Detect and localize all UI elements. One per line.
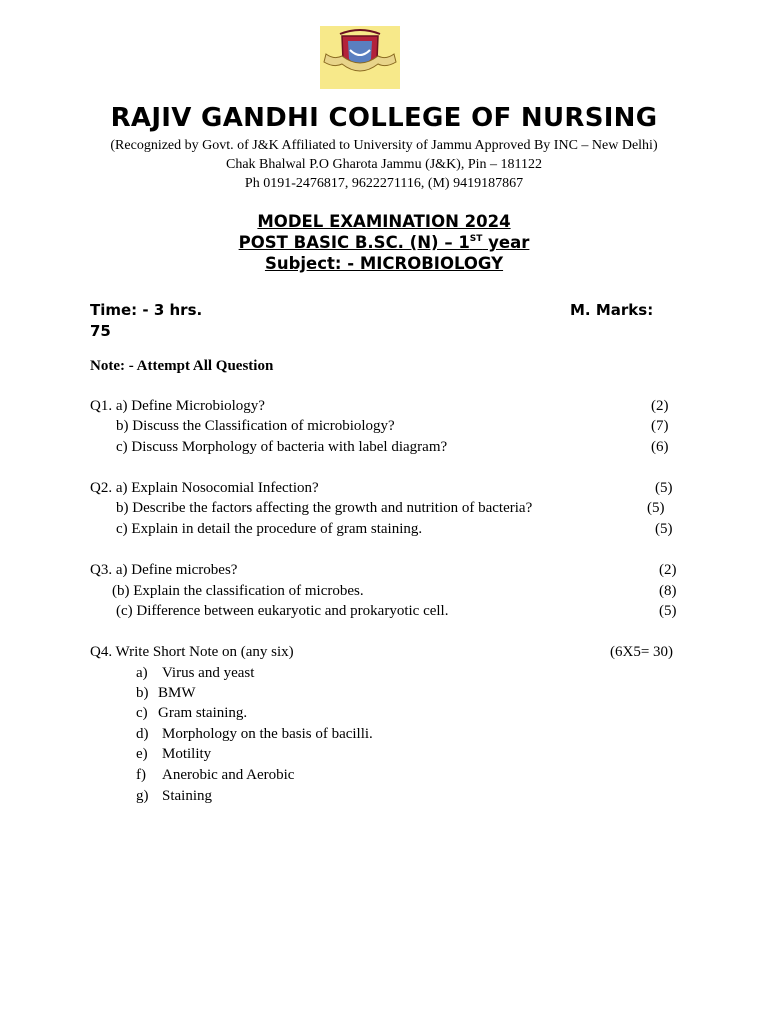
q4-marks: (6X5= 30) [610, 644, 674, 660]
list-letter: b) [136, 685, 149, 701]
list-item [136, 746, 212, 763]
subject-line: Subject: - MICROBIOLOGY [264, 254, 504, 273]
list-text: Anerobic and Aerobic [162, 767, 295, 783]
marks-label: M. Marks: [570, 301, 654, 319]
recognition-line: (Recognized by Govt. of J&K Affiliated to University of Jammu Approved By INC – New Delhi) [110, 138, 658, 153]
q1-b: b) Discuss the Classification of microbiology? [116, 418, 395, 434]
q2-b: b) Describe the factors affecting the growth and nutrition of bacteria? [116, 500, 533, 516]
address-line: Chak Bhalwal P.O Gharota Jammu (J&K), Pin – 181122 [225, 157, 542, 172]
list-letter: d) [136, 726, 149, 742]
marks-value: 75 [90, 322, 111, 340]
list-text: Motility [162, 746, 212, 762]
q3-c-marks: (5) [659, 603, 677, 619]
college-logo [320, 26, 400, 89]
list-letter: e) [136, 746, 148, 762]
q2-a-marks: (5) [655, 480, 673, 496]
q2-b-marks: (5) [647, 500, 665, 516]
exam-title: MODEL EXAMINATION 2024 [257, 212, 511, 231]
list-text: Virus and yeast [162, 665, 255, 681]
list-item [136, 767, 295, 784]
course-line [0, 233, 768, 252]
list-text: Gram staining. [158, 705, 248, 721]
q2-a: Q2. a) Explain Nosocomial Infection? [90, 480, 319, 496]
q1-a-marks: (2) [651, 398, 669, 414]
q1-c-marks: (6) [651, 439, 669, 455]
q3-a-marks: (2) [659, 562, 677, 578]
q3-b-marks: (8) [659, 583, 677, 599]
q3-b: (b) Explain the classification of microbes. [112, 583, 364, 599]
list-item [136, 685, 196, 702]
q3-a: Q3. a) Define microbes? [90, 562, 238, 578]
list-text: BMW [158, 685, 196, 701]
list-text: Staining [162, 788, 213, 804]
q3-c: (c) Difference between eukaryotic and prokaryotic cell. [116, 603, 449, 619]
list-item [136, 665, 255, 682]
note: Note: - Attempt All Question [90, 358, 274, 374]
list-letter: g) [136, 788, 149, 804]
list-item [136, 705, 248, 722]
q2-c: c) Explain in detail the procedure of gram staining. [116, 521, 423, 537]
list-item [136, 726, 373, 743]
list-item [136, 788, 213, 805]
q1-c: c) Discuss Morphology of bacteria with label diagram? [116, 439, 448, 455]
time-label: Time: - 3 hrs. [90, 301, 203, 319]
list-letter: f) [136, 767, 146, 783]
list-letter: c) [136, 705, 148, 721]
q1-b-marks: (7) [651, 418, 669, 434]
list-letter: a) [136, 665, 148, 681]
q4-title: Q4. Write Short Note on (any six) [90, 644, 294, 660]
phone-line: Ph 0191-2476817, 9622271116, (M) 9419187867 [244, 176, 524, 191]
course-suffix: year [482, 233, 530, 252]
college-name: RAJIV GANDHI COLLEGE OF NURSING [110, 103, 658, 133]
college-crest-icon [320, 26, 400, 89]
q1-a: Q1. a) Define Microbiology? [90, 398, 265, 414]
q2-c-marks: (5) [655, 521, 673, 537]
list-text: Morphology on the basis of bacilli. [162, 726, 373, 742]
course-superscript: ST [469, 234, 483, 244]
course-prefix: POST BASIC B.SC. (N) – 1 [238, 233, 470, 252]
